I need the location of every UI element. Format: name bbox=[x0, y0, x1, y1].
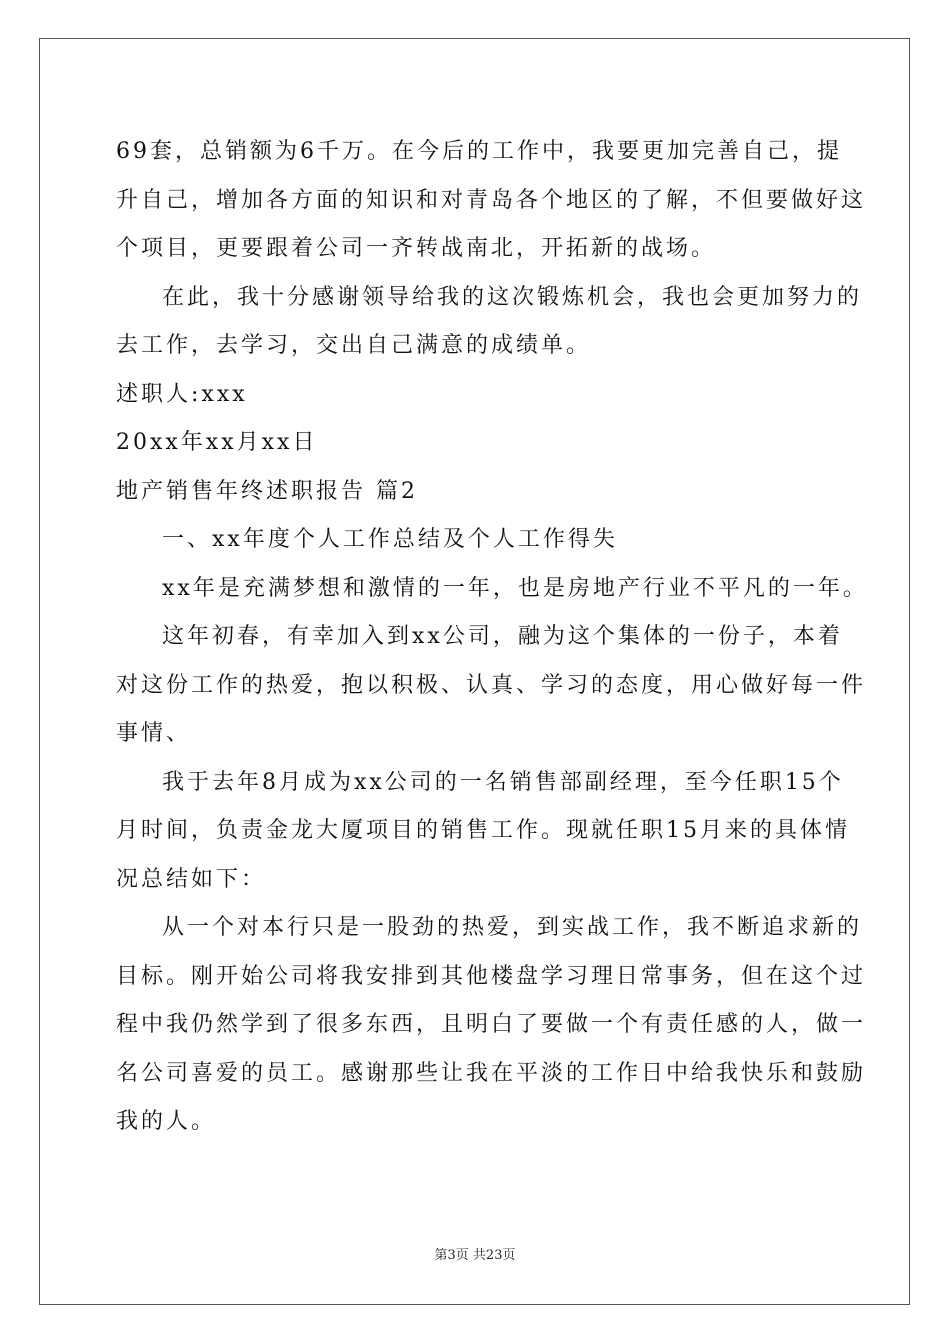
body-line: 我的人。 bbox=[116, 1109, 217, 1134]
section-heading: 地产销售年终述职报告 篇2 bbox=[116, 478, 418, 504]
body-line: 去工作，去学习，交出自己满意的成绩单。 bbox=[116, 333, 592, 358]
body-line: 对这份工作的热爱，抱以积极、认真、学习的态度，用心做好每一件 bbox=[116, 672, 867, 698]
body-line: 名公司喜爱的员工。感谢那些让我在平淡的工作日中给我快乐和鼓励 bbox=[116, 1060, 867, 1086]
date-line: 20xx年xx月xx日 bbox=[116, 430, 318, 455]
body-line: xx年是充满梦想和激情的一年，也是房地产行业不平凡的一年。 bbox=[162, 575, 868, 601]
subsection-heading: 一、xx年度个人工作总结及个人工作得失 bbox=[162, 527, 618, 552]
body-line: 月时间，负责金龙大厦项目的销售工作。现就任职15月来的具体情 bbox=[116, 818, 850, 843]
document-body bbox=[116, 128, 868, 1147]
body-line: 事情、 bbox=[116, 721, 192, 746]
body-line: 从一个对本行只是一股劲的热爱，到实战工作，我不断追求新的 bbox=[162, 915, 863, 940]
page-number-footer: 第3页 共23页 bbox=[434, 1248, 516, 1263]
body-line: 况总结如下： bbox=[116, 866, 267, 892]
body-line: 个项目，更要跟着公司一齐转战南北，开拓新的战场。 bbox=[116, 236, 717, 261]
body-line: 这年初春，有幸加入到xx公司，融为这个集体的一份子，本着 bbox=[162, 624, 843, 649]
signature-line: 述职人:xxx bbox=[116, 381, 248, 407]
body-line: 目标。刚开始公司将我安排到其他楼盘学习理日常事务，但在这个过 bbox=[116, 963, 867, 989]
body-line: 程中我仍然学到了很多东西，且明白了要做一个有责任感的人，做一 bbox=[116, 1012, 867, 1037]
body-line: 升自己，增加各方面的知识和对青岛各个地区的了解，不但要做好这 bbox=[116, 187, 867, 213]
body-line: 在此，我十分感谢领导给我的这次锻炼机会，我也会更加努力的 bbox=[162, 284, 863, 310]
body-line: 我于去年8月成为xx公司的一名销售部副经理，至今任职15个 bbox=[162, 769, 844, 795]
body-line: 69套，总销额为6千万。在今后的工作中，我要更加完善自己，提 bbox=[116, 139, 842, 164]
